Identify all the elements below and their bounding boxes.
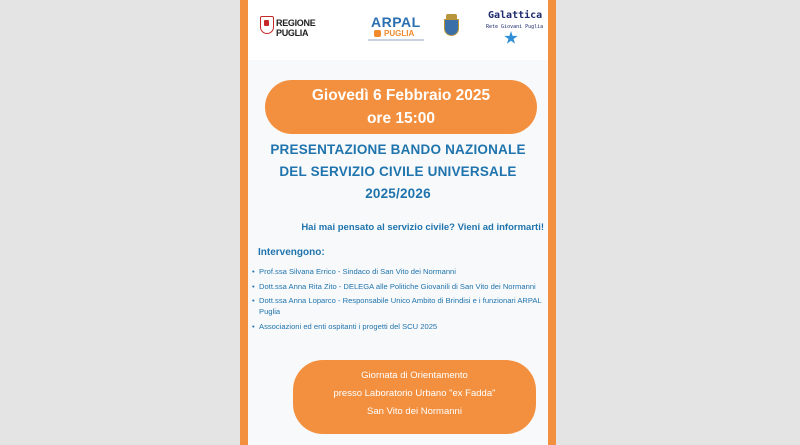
arpal-logo-subline bbox=[368, 39, 424, 41]
poster-right-border bbox=[548, 0, 556, 445]
arpal-logo bbox=[366, 14, 426, 46]
crest-shield-icon bbox=[444, 19, 459, 36]
event-title-line2: DEL SERVIZIO CIVILE UNIVERSALE bbox=[279, 164, 517, 179]
arpal-logo-region: PUGLIA bbox=[384, 29, 415, 38]
speaker-item: • Associazioni ed enti ospitanti i progetti del SCU 2025 bbox=[252, 321, 544, 332]
municipal-crest-icon bbox=[444, 14, 459, 36]
event-title-line1: PRESENTAZIONE BANDO NAZIONALE bbox=[270, 142, 526, 157]
event-tagline: Hai mai pensato al servizio civile? Vieni ad informarti! bbox=[301, 222, 544, 233]
location-line2: presso Laboratorio Urbano "ex Fadda" bbox=[333, 388, 496, 399]
galattica-logo bbox=[484, 10, 546, 46]
speakers-list bbox=[252, 266, 544, 335]
poster-left-border bbox=[240, 0, 248, 445]
event-date: Giovedì 6 Febbraio 2025 bbox=[311, 87, 491, 104]
location-pill bbox=[293, 360, 536, 434]
star-icon bbox=[504, 31, 518, 45]
galattica-logo-subtitle: Rete Giovani Puglia bbox=[486, 24, 544, 30]
event-title-year: 2025/2026 bbox=[365, 186, 431, 201]
speaker-item: • Dott.ssa Anna Loparco - Responsabile Unico Ambito di Brindisi e i funzionari ARPAL Puglia bbox=[252, 295, 544, 317]
speakers-heading: Intervengono: bbox=[258, 247, 325, 258]
galattica-logo-name: Galattica bbox=[488, 10, 543, 21]
arpal-mark-icon bbox=[374, 30, 381, 37]
location-line3: San Vito dei Normanni bbox=[367, 406, 462, 417]
event-date-pill bbox=[265, 80, 537, 134]
speaker-item: • Dott.ssa Anna Rita Zito - DELEGA alle Politiche Giovanili di San Vito dei Normanni bbox=[252, 281, 544, 292]
regione-logo-line1: REGIONE bbox=[276, 18, 316, 28]
regione-logo-line2: PUGLIA bbox=[276, 28, 309, 38]
regione-puglia-logo bbox=[258, 12, 318, 42]
regione-emblem-icon bbox=[260, 16, 274, 34]
location-line1: Giornata di Orientamento bbox=[361, 370, 468, 381]
speaker-item: • Prof.ssa Silvana Errico - Sindaco di San Vito dei Normanni bbox=[252, 266, 544, 277]
arpal-logo-name: ARPAL bbox=[371, 14, 421, 30]
event-time: ore 15:00 bbox=[366, 110, 436, 127]
